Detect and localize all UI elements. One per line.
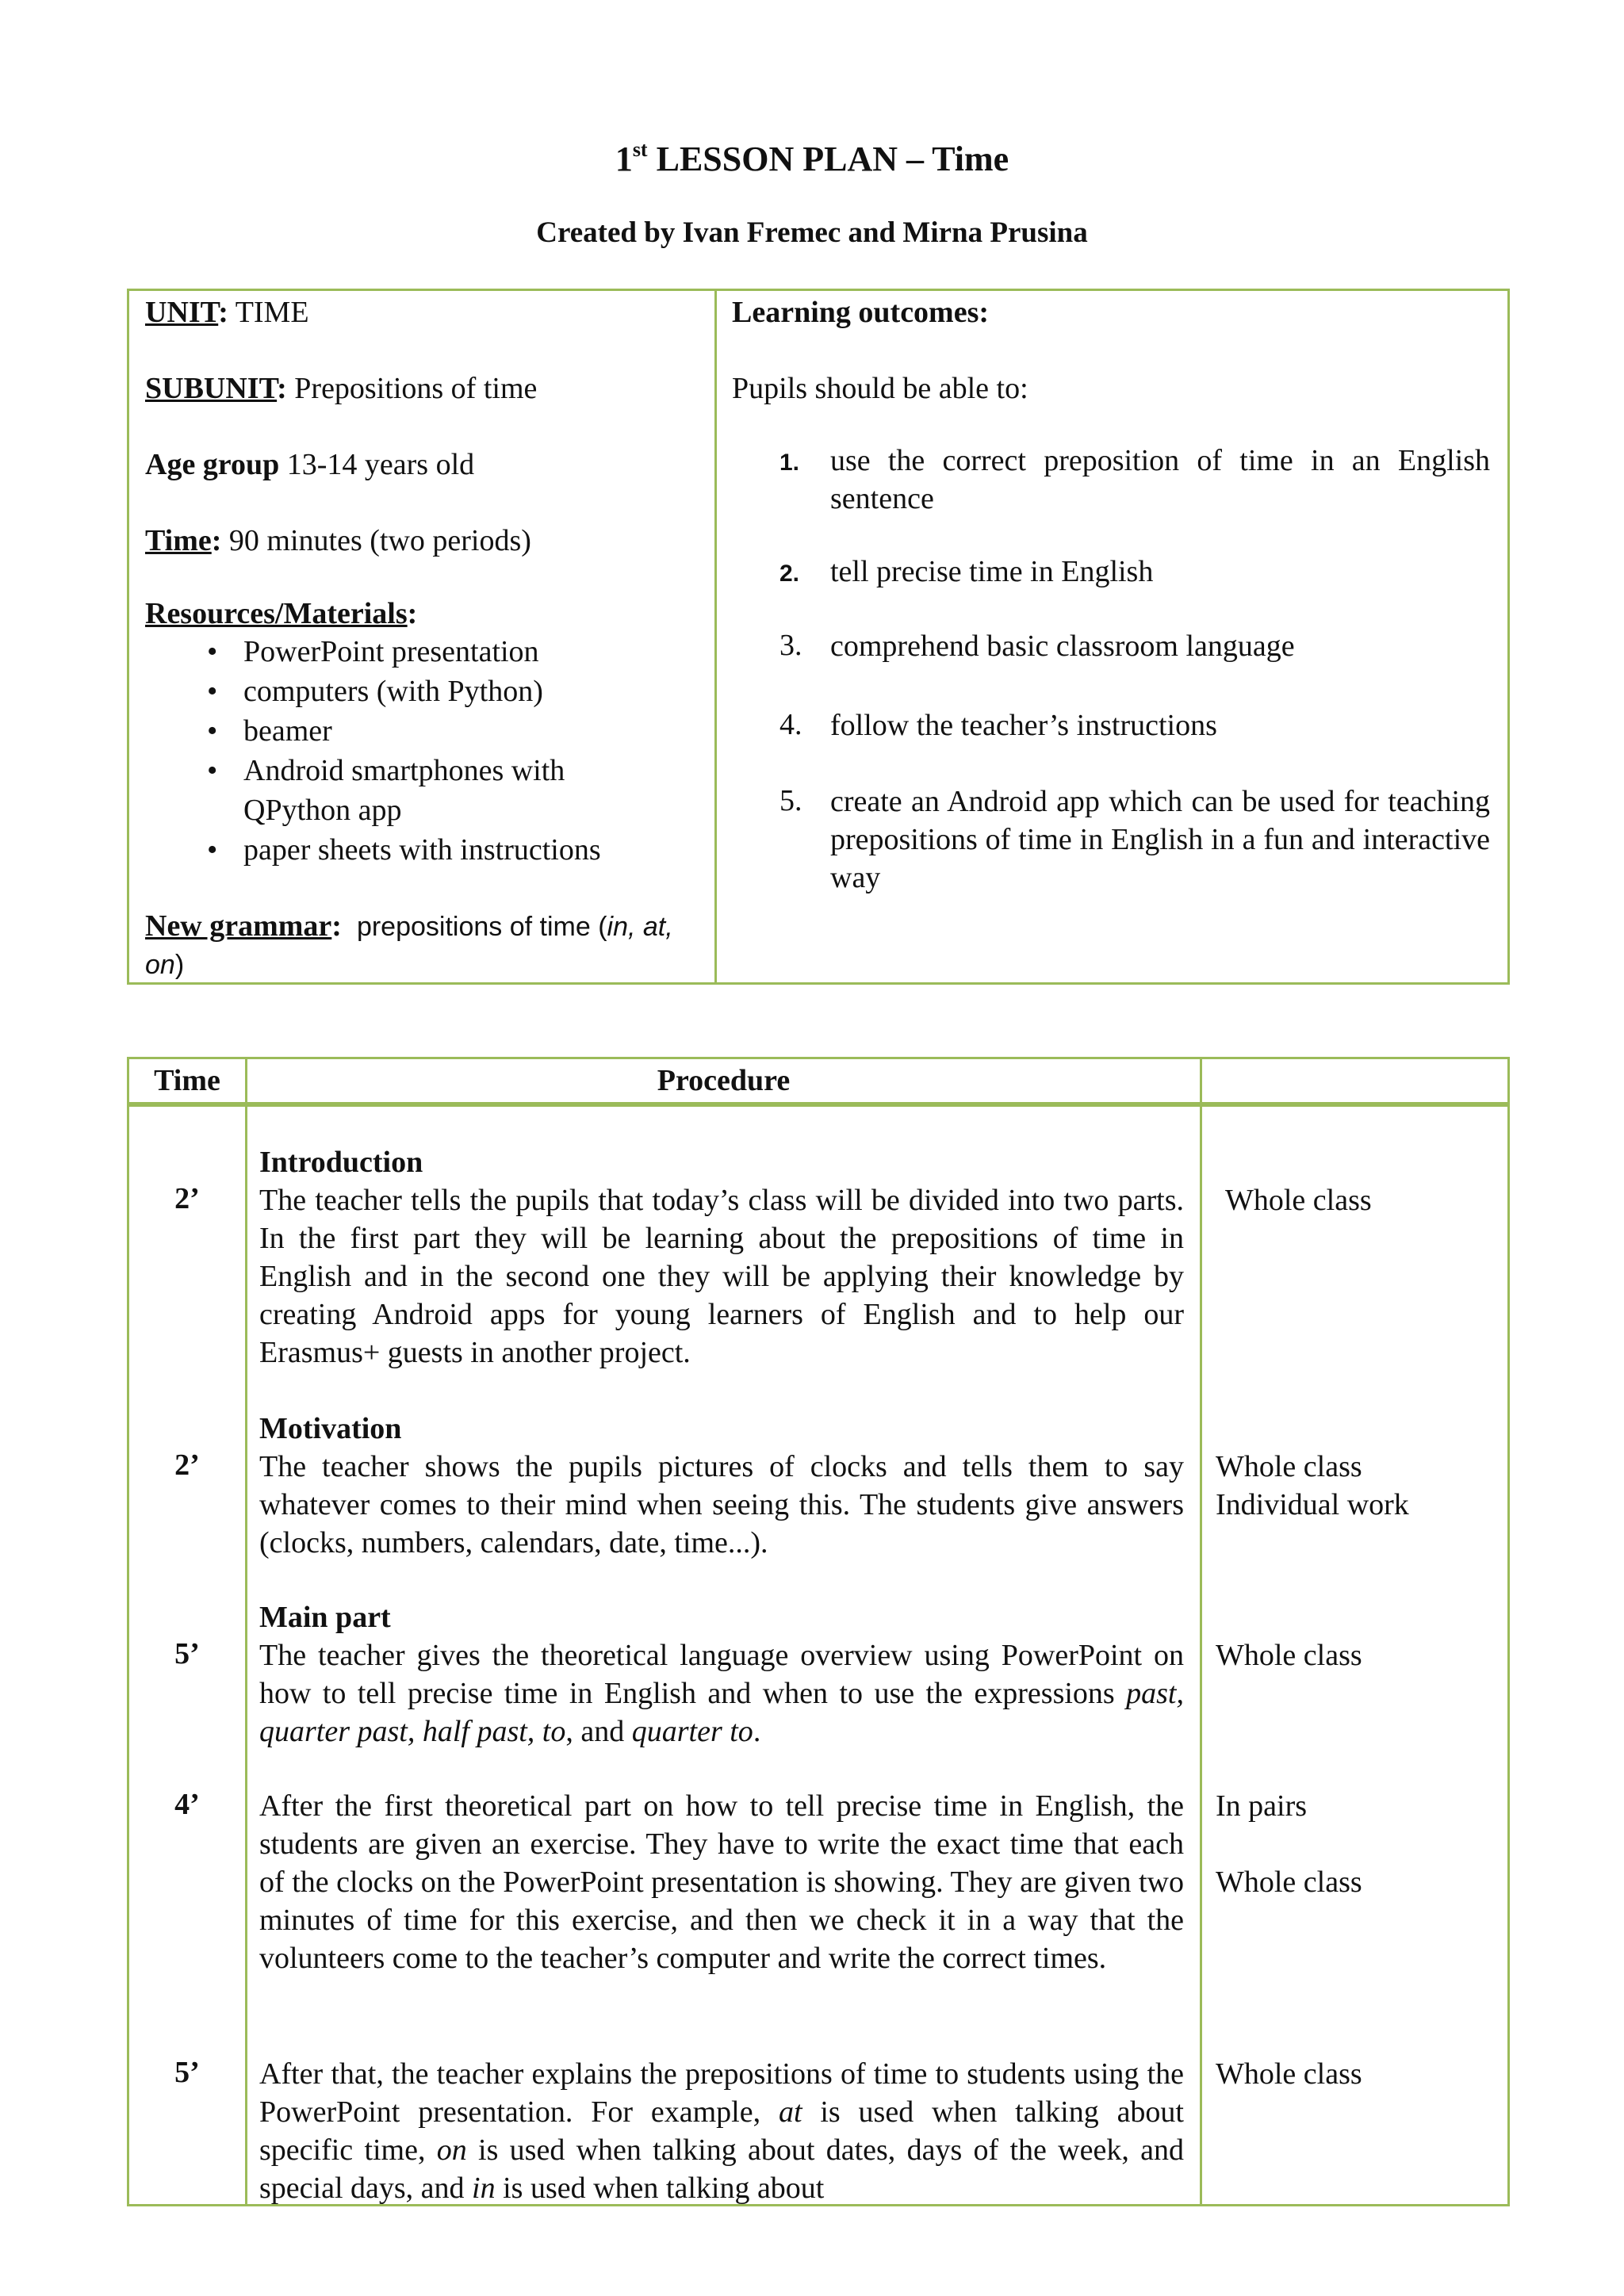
subunit-value: Prepositions of time (294, 372, 538, 405)
list-item: • paper sheets with instructions (207, 833, 601, 867)
organisation-cell: Whole class (1216, 2057, 1362, 2091)
subunit-line: SUBUNIT: Prepositions of time (145, 372, 538, 405)
procedure-step (259, 1598, 1184, 1751)
age-group-line: Age group 13-14 years old (145, 448, 475, 481)
new-grammar-line-2: on) (145, 950, 185, 980)
step-heading: Main part (259, 1601, 391, 1634)
organisation-cell: Whole class (1225, 1184, 1372, 1217)
procedure-step (259, 1787, 1184, 1977)
step-text: After the first theoretical part on how to tell precise time in English, the students are given an exercise. They have to write the exact time that each of the clocks on the PowerPoint presentation is showing. They are given two minutes of time for this exercise, and then we check it in a way that the volunteers come to the teacher’s computer and write the correct times. (259, 1789, 1184, 1975)
column-header-procedure: Procedure (657, 1064, 791, 1097)
procedure-step (259, 1143, 1184, 1372)
unit-line: UNIT: TIME (145, 296, 309, 329)
column-header-organisation (1202, 1059, 1507, 1102)
organisation-cell: Whole class Individual work (1216, 1450, 1409, 1521)
list-item: • PowerPoint presentation (207, 635, 539, 668)
step-text: The teacher tells the pupils that today’s class will be divided into two parts. In the first part they will be learning about the prepositions of time in English and in the second one they will be applying their knowledge by creating Android apps for young learners of English and to help our Erasmus+ guests in another project. (259, 1184, 1184, 1369)
list-item: • beamer (207, 714, 332, 748)
list-item: QPython app (243, 794, 402, 827)
resources-heading: Resources/Materials: (145, 597, 418, 630)
new-grammar-line: New grammar: prepositions of time (in, at, (145, 909, 673, 943)
time-value: 90 minutes (two periods) (228, 524, 531, 557)
list-item: • computers (with Python) (207, 675, 543, 708)
column-header-time: Time (154, 1064, 220, 1097)
procedure-table (127, 1057, 1510, 2206)
step-heading: Introduction (259, 1146, 423, 1179)
outcomes-heading: Learning outcomes: (732, 296, 990, 329)
column-divider (1200, 1059, 1202, 2204)
list-item: • Android smartphones with (207, 754, 565, 787)
step-heading: Motivation (259, 1412, 402, 1445)
page-subtitle: Created by Ivan Fremec and Mirna Prusina (536, 216, 1088, 249)
step-text: After that, the teacher explains the prepositions of time to students using the PowerPoint presentation. For example, at is used when talking about specific time, on is used when talking about dates, days of the week, and special days, and in is used when talking about (259, 2057, 1184, 2205)
organisation-cell: Whole class (1216, 1639, 1362, 1672)
organisation-cell: In pairs Whole class (1216, 1789, 1362, 1899)
time-cell: 4’ (174, 1788, 200, 1821)
time-cell: 2’ (174, 1182, 200, 1215)
time-cell: 5’ (174, 1637, 200, 1670)
page-title: 1st LESSON PLAN – Time (615, 138, 1009, 178)
unit-value: TIME (235, 296, 309, 329)
age-group-value: 13-14 years old (286, 448, 475, 481)
time-line: Time: 90 minutes (two periods) (145, 524, 531, 557)
header-rule (129, 1102, 1507, 1107)
time-cell: 2’ (174, 1448, 200, 1482)
lesson-info-table: UNIT: TIME SUBUNIT: Prepositions of time Age group 13-14 years old Time: 90 minutes (two periods) Resources/Materials: • PowerPoint presentation • computers (with Python) • beamer • Android smartphones with QPython app • paper sheets with instructions New grammar: prepositions of time (in, at, on) Learning outcomes: Pupils should be able to: 1. use the correct preposition of time in an English sentence 2. tell precise time in English 3. comprehend basic classroom language 4. follow the teacher’s instructions 5. create an Android app which can be used for teaching prepositions of time in English in a fun and interactive way (127, 289, 1510, 985)
procedure-step (259, 2055, 1184, 2207)
column-divider (245, 1059, 247, 2204)
outcomes-intro: Pupils should be able to: (732, 372, 1028, 405)
step-text: The teacher shows the pupils pictures of clocks and tells them to say whatever comes to their mind when seeing this. The students give answers (clocks, numbers, calendars, date, time...). (259, 1450, 1184, 1559)
procedure-step (259, 1410, 1184, 1562)
resources-list (145, 632, 601, 870)
column-divider (714, 291, 717, 982)
time-cell: 5’ (174, 2056, 200, 2089)
step-text: The teacher gives the theoretical language overview using PowerPoint on how to tell precise time in English and when to use the expressions past, quarter past, half past, to, and quarter to. (259, 1639, 1184, 1748)
